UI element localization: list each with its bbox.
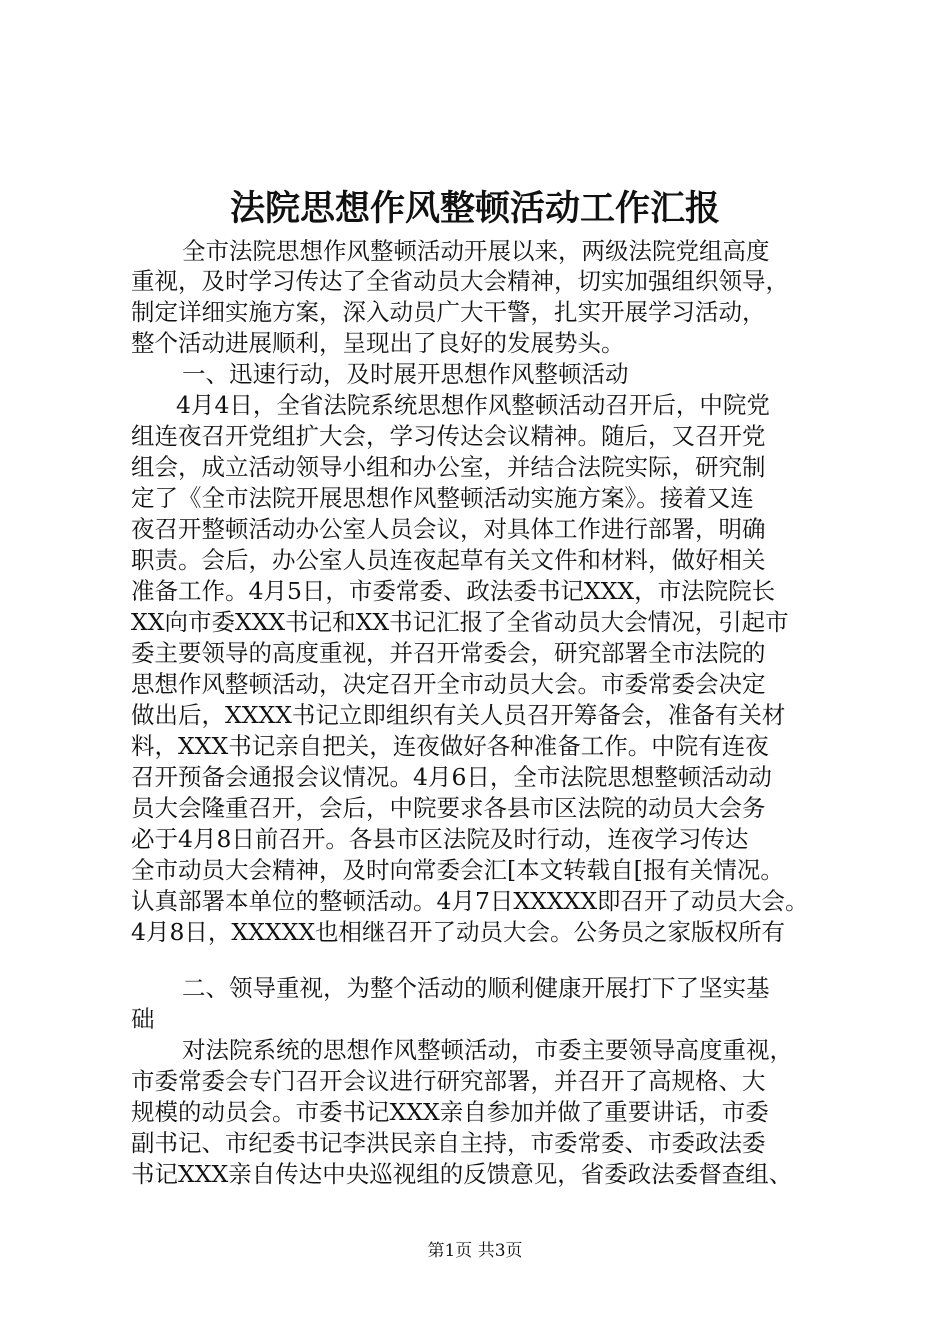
text-line: 全市动员大会精神，及时向常委会汇[本文转载自[报有关情况。 bbox=[131, 856, 784, 884]
text-line: XX向市委XXX书记和XX书记汇报了全省动员大会情况，引起市 bbox=[131, 608, 789, 636]
text-line: 对法院系统的思想作风整顿活动，市委主要领导高度重视， bbox=[182, 1036, 793, 1064]
text-line: 重视，及时学习传达了全省动员大会精神，切实加强组织领导， bbox=[131, 267, 789, 295]
text-line: 准备工作。4月5日，市委常委、政法委书记XXX，市法院院长 bbox=[131, 577, 776, 605]
page-number: 第1页 共3页 bbox=[427, 1241, 523, 1261]
text-line: 规模的动员会。市委书记XXX亲自参加并做了重要讲话，市委 bbox=[131, 1098, 769, 1126]
text-line: 召开预备会通报会议情况。4月6日，全市法院思想整顿活动动 bbox=[131, 763, 772, 791]
text-line: 全市法院思想作风整顿活动开展以来，两级法院党组高度 bbox=[182, 237, 770, 265]
section-heading: 一、迅速行动，及时展开思想作风整顿活动 bbox=[182, 360, 629, 388]
text-line: 夜召开整顿活动办公室人员会议，对具体工作进行部署，明确 bbox=[131, 515, 766, 543]
text-line: 书记XXX亲自传达中央巡视组的反馈意见，省委政法委督查组、 bbox=[131, 1160, 793, 1188]
text-line: 必于4月8日前召开。各县市区法院及时行动，连夜学习传达 bbox=[131, 825, 749, 853]
text-line: 整个活动进展顺利，呈现出了良好的发展势头。 bbox=[131, 329, 625, 357]
text-line: 思想作风整顿活动，决定召开全市动员大会。市委常委会决定 bbox=[131, 670, 766, 698]
text-line: 市委常委会专门召开会议进行研究部署，并召开了高规格、大 bbox=[131, 1067, 766, 1095]
text-line: 做出后，XXXX书记立即组织有关人员召开筹备会，准备有关材 bbox=[131, 701, 786, 729]
text-line: 定了《全市法院开展思想作风整顿活动实施方案》。接着又连 bbox=[131, 484, 754, 512]
section-heading: 二、领导重视，为整个活动的顺利健康开展打下了坚实基 bbox=[182, 974, 770, 1002]
text-line: 4月8日，XXXXX也相继召开了动员大会。公务员之家版权所有 bbox=[131, 918, 786, 946]
text-line: 员大会隆重召开，会后，中院要求各县市区法院的动员大会务 bbox=[131, 794, 766, 822]
text-line: 委主要领导的高度重视，并召开常委会，研究部署全市法院的 bbox=[131, 639, 766, 667]
text-line: 料，XXX书记亲自把关，连夜做好各种准备工作。中院有连夜 bbox=[131, 732, 769, 760]
text-line: 础 bbox=[131, 1005, 155, 1033]
text-line: 职责。会后，办公室人员连夜起草有关文件和材料，做好相关 bbox=[131, 546, 766, 574]
text-line: 组会，成立活动领导小组和办公室，并结合法院实际，研究制 bbox=[131, 453, 766, 481]
text-line: 制定详细实施方案，深入动员广大干警，扎实开展学习活动， bbox=[131, 298, 766, 326]
text-line: 认真部署本单位的整顿活动。4月7日XXXXX即召开了动员大会。 bbox=[131, 887, 809, 915]
text-line: 组连夜召开党组扩大会，学习传达会议精神。随后，又召开党 bbox=[131, 422, 766, 450]
text-line: 副书记、市纪委书记李洪民亲自主持，市委常委、市委政法委 bbox=[131, 1129, 766, 1157]
document-title: 法院思想作风整顿活动工作汇报 bbox=[229, 188, 720, 229]
text-line: 4月4日，全省法院系统思想作风整顿活动召开后，中院党 bbox=[176, 391, 770, 419]
